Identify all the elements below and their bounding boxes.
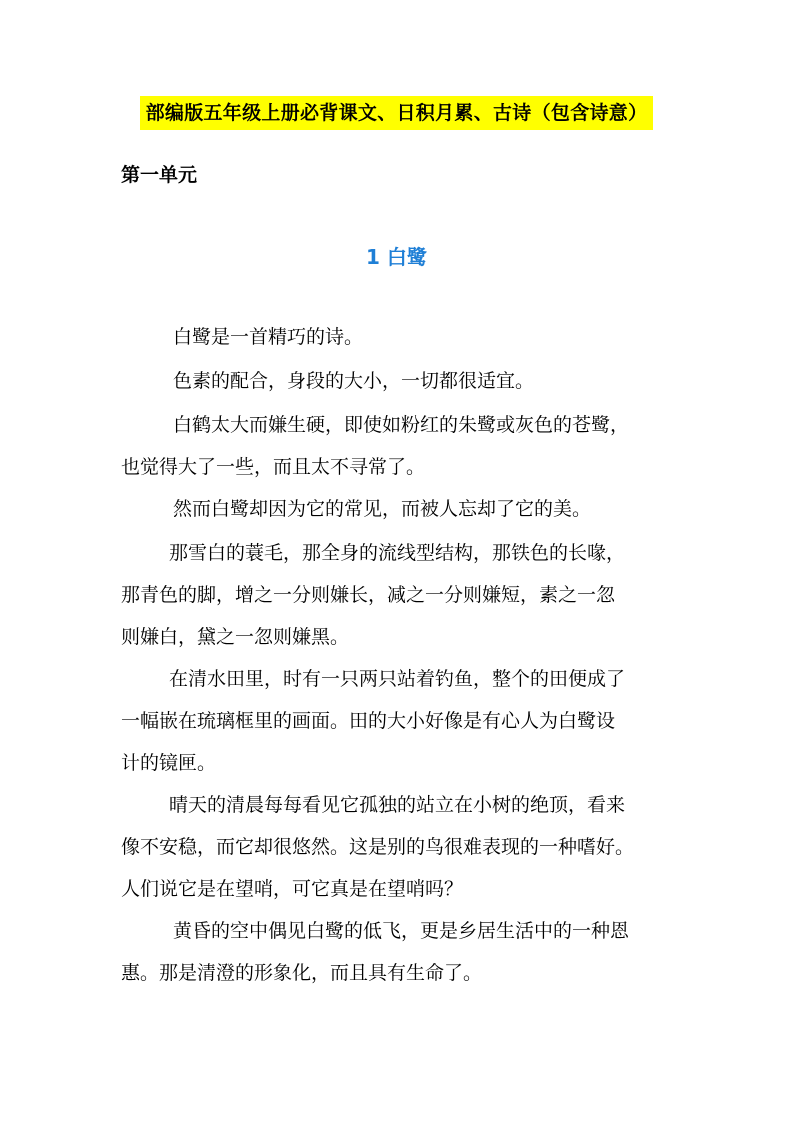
text-line: 计的镜匣。 <box>121 752 217 774</box>
text-line: 像不安稳，而它却很悠然。这是别的鸟很难表现的一种嗜好。 <box>121 836 635 858</box>
text-line: 则嫌白，黛之一忽则嫌黑。 <box>121 626 350 648</box>
text-line: 白鹤太大而嫌生硬，即使如粉红的朱鹭或灰色的苍鹭， <box>173 414 630 436</box>
text-line: 白鹭是一首精巧的诗。 <box>173 326 364 348</box>
text-line: 也觉得大了一些，而且太不寻常了。 <box>121 456 426 478</box>
lesson-title: 1 白鹭 <box>366 245 427 269</box>
text-line: 然而白鹭却因为它的常见，而被人忘却了它的美。 <box>173 498 592 520</box>
title-container <box>0 96 793 130</box>
text-line: 晴天的清晨每每看见它孤独的站立在小树的绝顶，看来 <box>169 794 626 816</box>
text-line: 那青色的脚，增之一分则嫌长，减之一分则嫌短，素之一忽 <box>121 584 616 606</box>
text-line: 人们说它是在望哨，可它真是在望哨吗？ <box>121 878 464 900</box>
text-line: 色素的配合，身段的大小，一切都很适宜。 <box>173 370 535 392</box>
text-line: 那雪白的蓑毛，那全身的流线型结构，那铁色的长喙， <box>169 542 626 564</box>
text-line: 一幅嵌在琉璃框里的画面。田的大小好像是有心人为白鹭设 <box>121 710 616 732</box>
text-line: 黄昏的空中偶见白鹭的低飞，更是乡居生活中的一种恩 <box>173 920 630 942</box>
document-title: 部编版五年级上册必背课文、日积月累、古诗（包含诗意） <box>140 96 654 130</box>
unit-heading: 第一单元 <box>121 164 198 186</box>
text-line: 在清水田里，时有一只两只站着钓鱼，整个的田便成了 <box>169 668 626 690</box>
text-line: 惠。那是清澄的形象化，而且具有生命了。 <box>121 962 483 984</box>
